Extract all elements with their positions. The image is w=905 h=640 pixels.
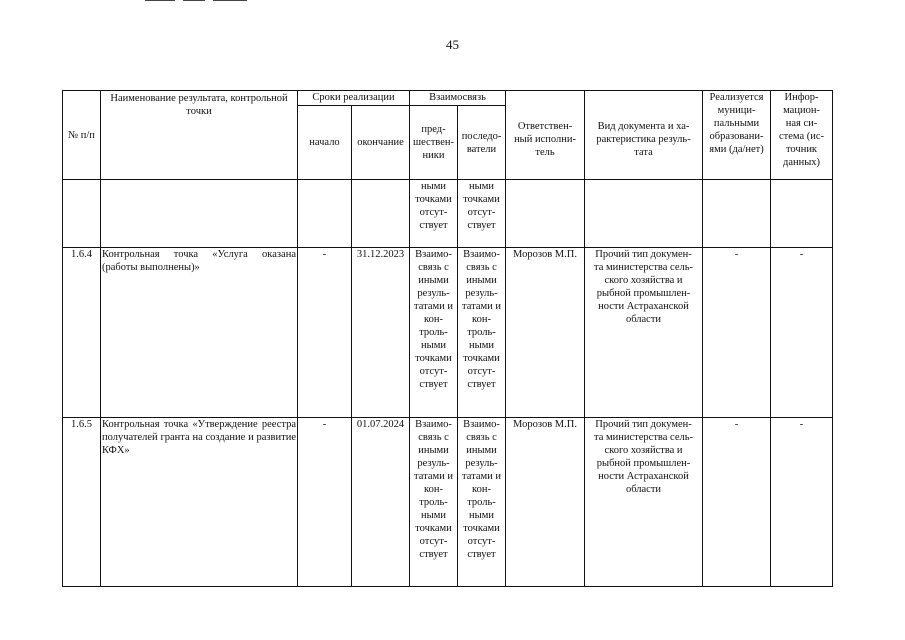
- cont-successors: ными точками отсут- ствует: [458, 180, 506, 248]
- cont-num: [63, 180, 101, 248]
- row-responsible: Морозов М.П.: [506, 418, 585, 587]
- row-num: 1.6.5: [63, 418, 101, 587]
- table-row: [63, 248, 833, 418]
- cont-responsible: [506, 180, 585, 248]
- row-info: -: [771, 248, 833, 418]
- row-successors: Взаимо- связь с иными резуль- татами и кон- троль- ными точками отсут- ствует: [458, 248, 506, 418]
- header-num: № п/п: [63, 91, 101, 180]
- row-start: -: [298, 248, 352, 418]
- scan-top-marks: [145, 0, 265, 3]
- header-info-system: Инфор- мацион- ная си- стема (ис- точник данных): [771, 91, 833, 180]
- row-end: 01.07.2024: [352, 418, 410, 587]
- header-responsible: Ответствен- ный исполни- тель: [506, 91, 585, 180]
- cont-municipal: [703, 180, 771, 248]
- row-predecessors: Взаимо- связь с иными резуль- татами и кон- троль- ными точками отсут- ствует: [410, 418, 458, 587]
- cont-end: [352, 180, 410, 248]
- header-start: начало: [298, 106, 352, 180]
- cont-start: [298, 180, 352, 248]
- row-doc: Прочий тип докумен- та министерства сель- ского хозяйства и рыбной промышлен- ности Астраханской области: [585, 248, 703, 418]
- header-row-1: [63, 91, 833, 106]
- cont-name: [101, 180, 298, 248]
- control-points-table: [62, 90, 833, 587]
- header-name: Наименование результата, контрольной точки: [101, 91, 298, 180]
- cont-doc: [585, 180, 703, 248]
- header-end: окончание: [352, 106, 410, 180]
- cont-info: [771, 180, 833, 248]
- cont-predecessors: ными точками отсут- ствует: [410, 180, 458, 248]
- header-municipal: Реализуется муници- пальными образовани- ями (да/нет): [703, 91, 771, 180]
- row-name: Контрольная точка «Услуга оказана (работы выполнены)»: [101, 248, 298, 418]
- row-doc: Прочий тип докумен- та министерства сель- ского хозяйства и рыбной промышлен- ности Астраханской области: [585, 418, 703, 587]
- row-municipal: -: [703, 418, 771, 587]
- header-successors: последо- ватели: [458, 106, 506, 180]
- header-predecessors: пред- шествен- ники: [410, 106, 458, 180]
- row-info: -: [771, 418, 833, 587]
- header-relation: Взаимосвязь: [410, 91, 506, 106]
- row-successors: Взаимо- связь с иными резуль- татами и кон- троль- ными точками отсут- ствует: [458, 418, 506, 587]
- row-name: Контрольная точка «Утверждение реестра получателей гранта на создание и развитие КФХ»: [101, 418, 298, 587]
- row-num: 1.6.4: [63, 248, 101, 418]
- page-number: 45: [446, 37, 459, 52]
- header-doc-type: Вид документа и ха- рактеристика резуль- тата: [585, 91, 703, 180]
- header-terms: Сроки реализации: [298, 91, 410, 106]
- continuation-row: [63, 180, 833, 248]
- row-start: -: [298, 418, 352, 587]
- row-municipal: -: [703, 248, 771, 418]
- row-responsible: Морозов М.П.: [506, 248, 585, 418]
- row-predecessors: Взаимо- связь с иными резуль- татами и кон- троль- ными точками отсут- ствует: [410, 248, 458, 418]
- row-end: 31.12.2023: [352, 248, 410, 418]
- table-row: [63, 418, 833, 587]
